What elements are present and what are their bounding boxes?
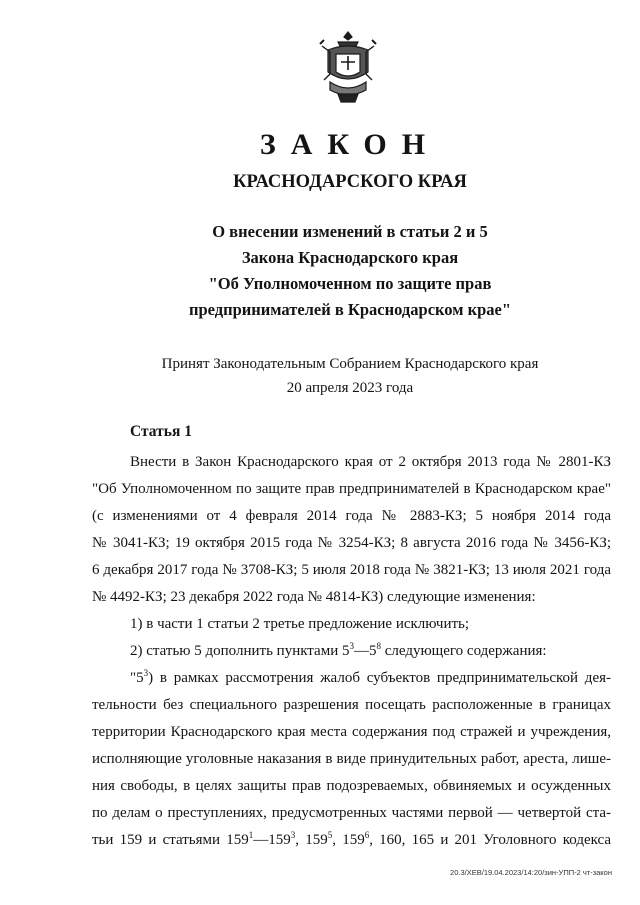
coat-of-arms-icon (316, 28, 380, 106)
text-run: тьи 159 и статьями 159 (92, 832, 249, 848)
body-line: № 4492-КЗ; 23 декабря 2022 года № 4814-КЗ) следующие изменения: (92, 589, 536, 605)
superscript: 3 (143, 668, 149, 678)
superscript: 5 (327, 830, 333, 840)
document-subtitle: КРАСНОДАРСКОГО КРАЯ (233, 172, 467, 192)
text-run: —5 (353, 643, 377, 659)
adoption-date: 20 апреля 2023 года (286, 380, 414, 396)
article-body (92, 449, 611, 854)
body-line: 1) в части 1 статьи 2 третье предложение исключить; (130, 616, 470, 632)
body-line: ния свободы, в целях защиты прав подозреваемых, обвиняемых и осужденных (92, 778, 611, 794)
superscript: 6 (364, 830, 370, 840)
text-run: , 159 (295, 832, 328, 848)
body-line (92, 665, 611, 692)
text-run: —159 (253, 832, 291, 848)
text-run: "5 (130, 670, 144, 686)
body-line: 6 декабря 2017 года № 3708-КЗ; 5 июля 2018 года № 3821-КЗ; 13 июля 2021 года (92, 562, 611, 578)
superscript: 1 (248, 830, 254, 840)
body-line: Внести в Закон Краснодарского края от 2 октября 2013 года № 2801-КЗ (130, 454, 611, 470)
superscript: 3 (290, 830, 296, 840)
text-run: 2) статью 5 дополнить пунктами 5 (130, 643, 350, 659)
body-line (92, 827, 611, 854)
heading-line: О внесении изменений в статьи 2 и 5 (212, 222, 488, 241)
article-title: Статья 1 (130, 423, 192, 440)
body-line: тельности без специального разрешения посещать расположенные в границах (92, 697, 611, 713)
document-title: ЗАКОН (259, 128, 441, 161)
body-line: (с изменениями от 4 февраля 2014 года № 2883-КЗ; 5 ноября 2014 года (92, 508, 611, 524)
body-line: "Об Уполномоченном по защите прав предпринимателей в Краснодарском крае" (92, 481, 611, 497)
body-line: по делам о преступлениях, предусмотренных частями первой — четвертой ста- (92, 805, 611, 821)
heading-line: предпринимателей в Краснодарском крае" (188, 300, 512, 319)
body-line (92, 638, 611, 665)
heading-line: Закона Краснодарского края (241, 248, 459, 267)
law-heading (150, 219, 550, 323)
superscript: 8 (376, 641, 381, 651)
body-line: исполняющие уголовные наказания в виде принудительных работ, ареста, лише- (92, 751, 611, 767)
text-run: следующего содержания: (380, 643, 547, 659)
adoption-line: Принят Законодательным Собранием Краснодарского края (161, 356, 539, 372)
text-run: , 160, 165 и 201 Уголовного кодекса (369, 832, 612, 848)
text-run: , 159 (332, 832, 365, 848)
superscript: 3 (349, 641, 354, 651)
text-run: ) в рамках рассмотрения жалоб субъектов предпринимательской дея- (148, 670, 611, 686)
body-line: территории Краснодарского края места содержания под стражей и учреждения, (92, 724, 611, 740)
body-line: № 3041-КЗ; 19 октября 2015 года № 3254-КЗ; 8 августа 2016 года № 3456-КЗ; (92, 535, 611, 551)
heading-line: "Об Уполномоченном по защите прав (208, 274, 492, 293)
adoption-note (140, 352, 560, 400)
footer-stamp: 20.3/ХЕВ/19.04.2023/14:20/зин-УПП-2 чт-закон (450, 868, 612, 877)
